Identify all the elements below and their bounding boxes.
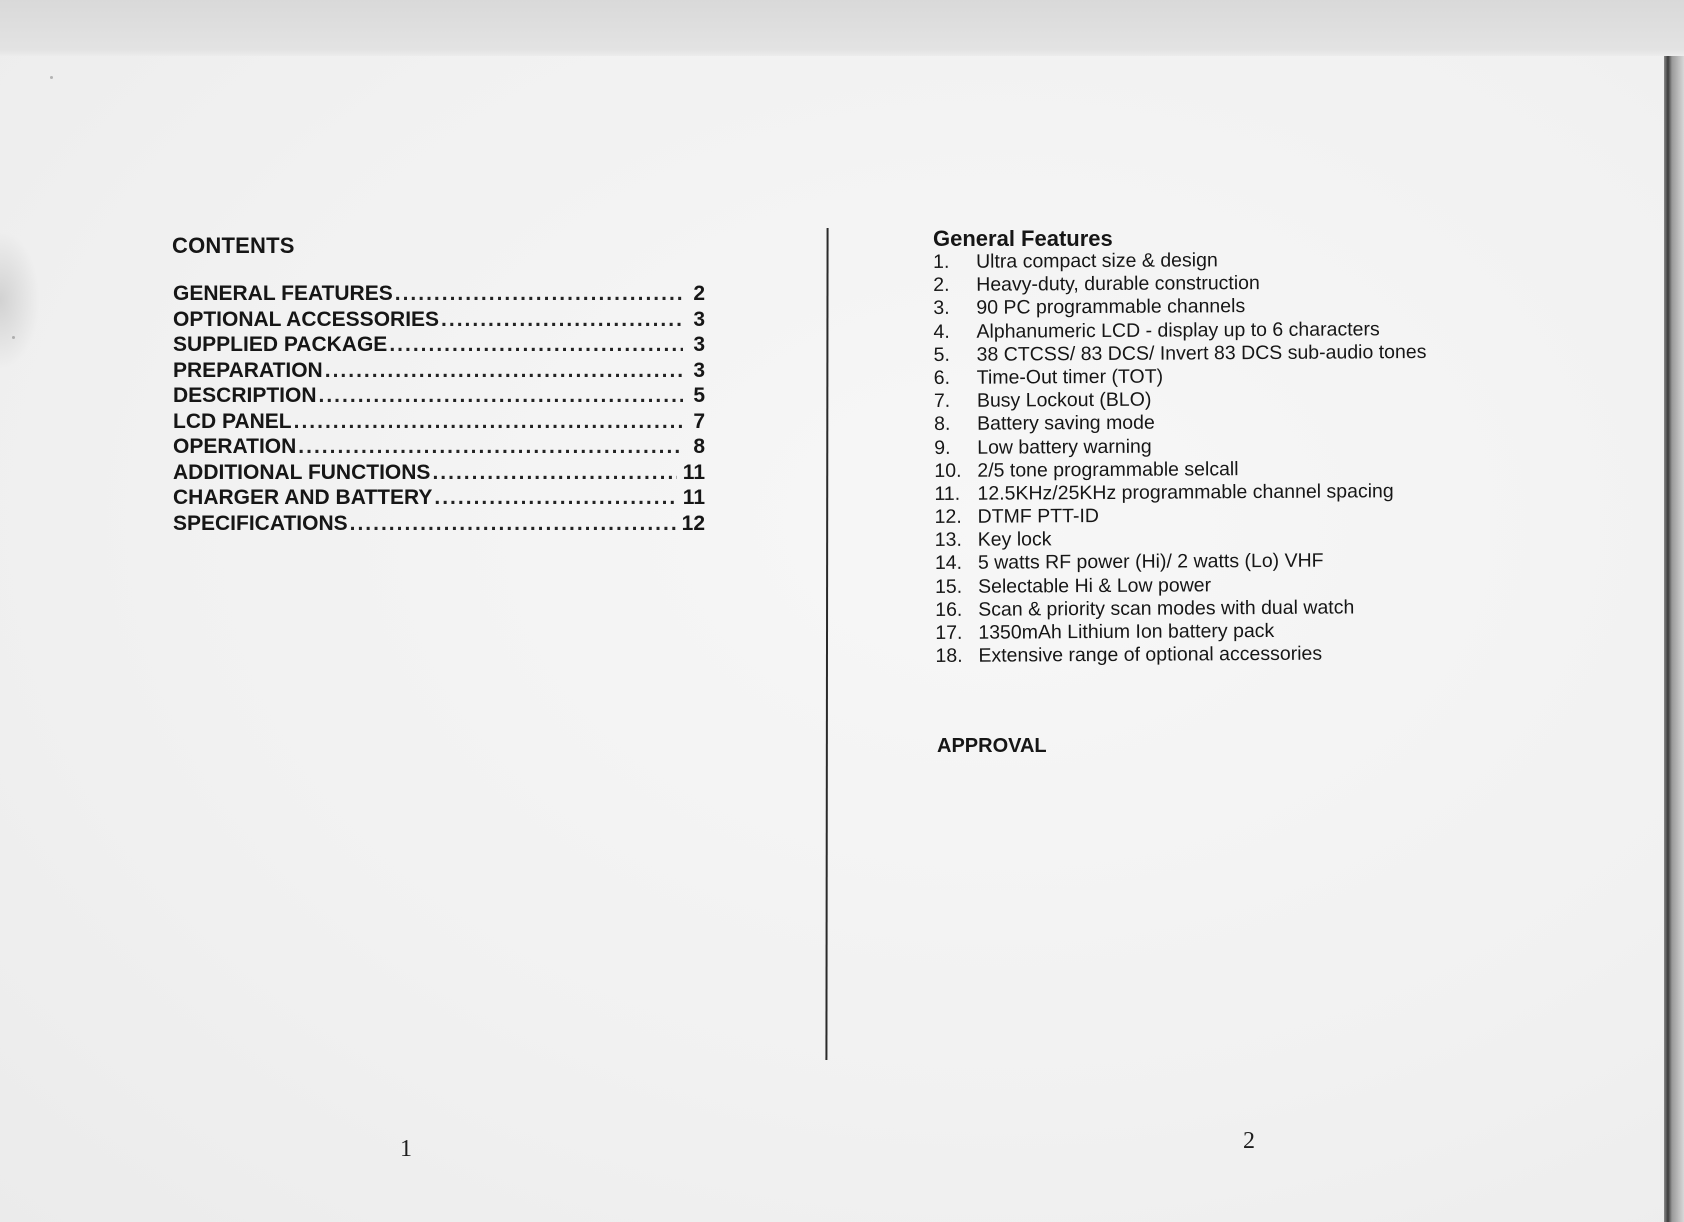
- toc-entry-page: 12: [681, 511, 705, 535]
- feature-number: 8.: [933, 413, 951, 436]
- feature-item: [935, 549, 1495, 576]
- table-of-contents: [173, 281, 705, 536]
- feature-item: [934, 340, 1494, 367]
- toc-entry-label: OPTIONAL ACCESSORIES: [173, 307, 440, 331]
- feature-text: Battery saving mode: [976, 411, 1155, 436]
- feature-text: 12.5KHz/25KHz programmable channel spacing: [977, 480, 1394, 505]
- scan-speck: [50, 76, 53, 79]
- toc-entry-page: 3: [693, 358, 705, 382]
- features-list: [933, 248, 1496, 669]
- feature-number: 9.: [934, 436, 951, 459]
- feature-number: 1.: [933, 250, 950, 273]
- feature-text: Alphanumeric LCD - display up to 6 characters: [976, 317, 1380, 343]
- feature-item: [934, 479, 1494, 506]
- feature-item: [934, 387, 1494, 414]
- scan-shadow: [0, 230, 40, 370]
- toc-leader-dots: [325, 358, 683, 384]
- toc-entry-page: 7: [693, 409, 705, 433]
- feature-text: 90 PC programmable channels: [976, 295, 1246, 320]
- feature-number: 3.: [933, 297, 950, 320]
- feature-item: [933, 317, 1493, 344]
- toc-leader-dots: [350, 511, 676, 537]
- toc-entry[interactable]: [173, 383, 705, 409]
- feature-text: DTMF PTT-ID: [977, 505, 1100, 528]
- toc-entry-label: PREPARATION: [173, 358, 323, 382]
- toc-entry-page: 5: [693, 384, 705, 407]
- feature-item: [935, 572, 1495, 599]
- toc-entry[interactable]: [173, 358, 705, 384]
- feature-number: 14.: [934, 552, 963, 575]
- toc-entry-label: SUPPLIED PACKAGE: [173, 333, 388, 356]
- feature-number: 7.: [933, 390, 951, 413]
- feature-item: [933, 294, 1493, 321]
- toc-entry[interactable]: [173, 409, 705, 435]
- feature-item: [935, 595, 1495, 622]
- feature-number: 6.: [933, 366, 951, 389]
- feature-item: [933, 248, 1493, 275]
- feature-number: 18.: [935, 645, 963, 668]
- feature-item: [934, 456, 1494, 483]
- toc-leader-dots: [395, 281, 683, 307]
- toc-leader-dots: [434, 485, 676, 511]
- feature-number: 5.: [933, 343, 950, 366]
- paper-edge-shadow: [1664, 56, 1684, 1222]
- toc-entry-page: 3: [693, 333, 705, 356]
- toc-leader-dots: [432, 460, 676, 486]
- feature-item: [935, 619, 1495, 646]
- feature-text: Time-Out timer (TOT): [976, 365, 1164, 389]
- feature-text: Key lock: [977, 528, 1052, 551]
- feature-number: 11.: [934, 482, 961, 505]
- feature-item: [933, 271, 1493, 298]
- feature-text: Extensive range of optional accessories: [978, 642, 1323, 667]
- contents-heading: CONTENTS: [172, 233, 295, 258]
- feature-text: Scan & priority scan modes with dual watch: [978, 596, 1355, 621]
- feature-number: 10.: [934, 459, 962, 482]
- toc-entry[interactable]: [173, 485, 705, 511]
- feature-item: [935, 526, 1495, 553]
- toc-leader-dots: [389, 332, 683, 358]
- feature-text: Low battery warning: [977, 435, 1152, 459]
- toc-entry[interactable]: [173, 460, 705, 486]
- toc-entry-label: CHARGER AND BATTERY: [173, 486, 433, 509]
- feature-number: 2.: [933, 274, 950, 297]
- feature-item: [934, 364, 1494, 391]
- toc-entry-page: 11: [682, 460, 705, 484]
- toc-entry-page: 2: [693, 282, 705, 305]
- toc-entry-label: LCD PANEL: [173, 409, 292, 433]
- feature-number: 4.: [933, 320, 950, 343]
- toc-leader-dots: [441, 307, 683, 333]
- feature-number: 17.: [935, 621, 963, 644]
- feature-text: Heavy-duty, durable construction: [976, 272, 1260, 296]
- toc-entry-label: GENERAL FEATURES: [173, 282, 393, 305]
- feature-number: 15.: [934, 575, 963, 598]
- toc-entry-page: 3: [693, 307, 705, 331]
- feature-item: [934, 433, 1494, 460]
- scan-speck: [12, 336, 15, 339]
- toc-entry-label: SPECIFICATIONS: [173, 511, 348, 535]
- toc-leader-dots: [294, 409, 683, 435]
- feature-text: Busy Lockout (BLO): [976, 388, 1152, 412]
- feature-text: 38 CTCSS/ 83 DCS/ Invert 83 DCS sub-audio tones: [976, 340, 1427, 366]
- toc-entry-page: 8: [693, 435, 705, 458]
- toc-entry-label: ADDITIONAL FUNCTIONS: [173, 460, 431, 484]
- toc-entry[interactable]: [173, 434, 705, 460]
- feature-text: Selectable Hi & Low power: [977, 573, 1212, 598]
- page-number-left: 1: [400, 1136, 412, 1162]
- toc-entry-label: DESCRIPTION: [173, 384, 317, 407]
- toc-entry[interactable]: [173, 332, 705, 358]
- features-heading: General Features: [933, 226, 1113, 251]
- toc-leader-dots: [298, 434, 683, 460]
- feature-text: 1350mAh Lithium Ion battery pack: [978, 619, 1275, 644]
- feature-text: 2/5 tone programmable selcall: [977, 457, 1239, 482]
- feature-number: 16.: [935, 598, 963, 621]
- feature-item: [934, 410, 1494, 437]
- toc-leader-dots: [319, 383, 683, 409]
- feature-item: [935, 503, 1495, 530]
- toc-entry[interactable]: [173, 511, 705, 537]
- toc-entry[interactable]: [173, 281, 705, 307]
- page-number-right: 2: [1243, 1128, 1255, 1154]
- toc-entry-page: 11: [682, 486, 705, 509]
- feature-text: Ultra compact size & design: [975, 249, 1218, 273]
- approval-heading: APPROVAL: [937, 735, 1047, 757]
- feature-item: [935, 642, 1495, 669]
- toc-entry[interactable]: [173, 307, 705, 333]
- feature-number: 13.: [934, 529, 962, 552]
- feature-number: 12.: [934, 505, 962, 529]
- toc-entry-label: OPERATION: [173, 435, 297, 458]
- feature-text: 5 watts RF power (Hi)/ 2 watts (Lo) VHF: [977, 550, 1324, 575]
